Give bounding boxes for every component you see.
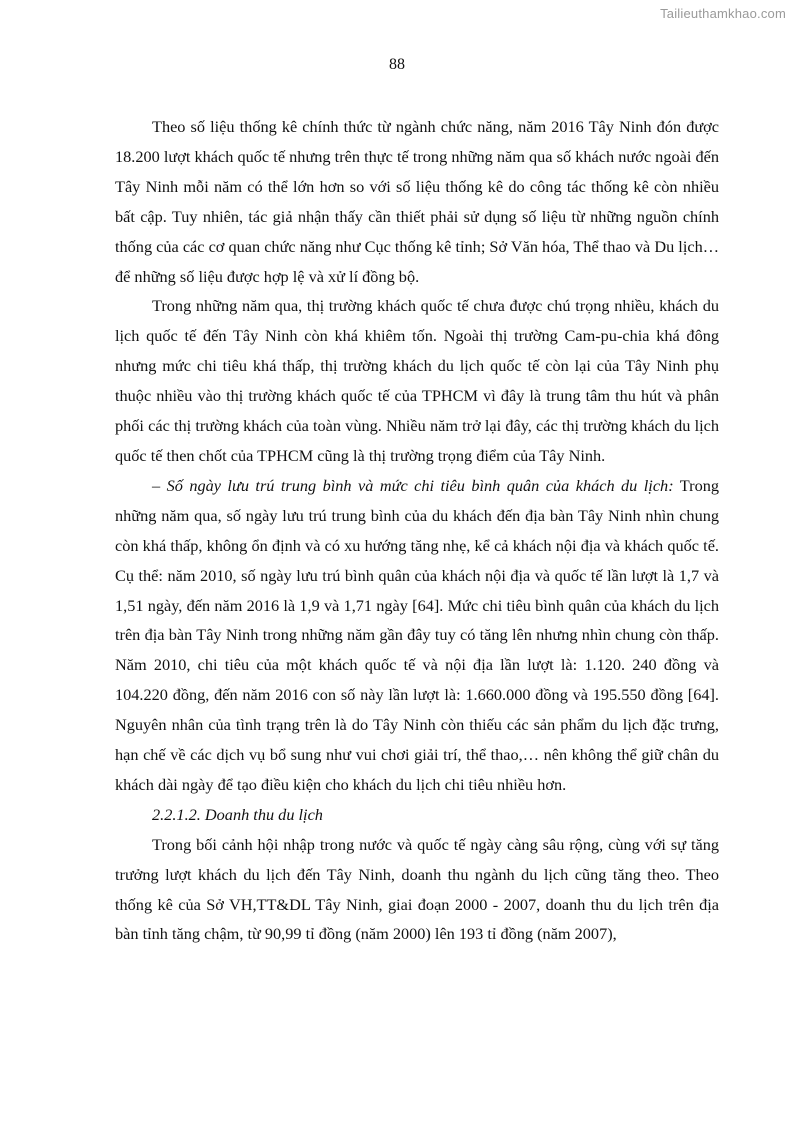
paragraph-tourism-revenue: Trong bối cảnh hội nhập trong nước và quốc tế ngày càng sâu rộng, cùng với sự tăng trưởng lượt khách du lịch đến Tây Ninh, doanh thu ngành du lịch cũng tăng theo. Theo thống kê của Sở VH,TT&DL Tây Ninh, giai đoạn 2000 - 2007, doanh thu du lịch trên địa bàn tỉnh tăng chậm, từ 90,99 tỉ đồng (năm 2000) lên 193 tỉ đồng (năm 2007), bbox=[115, 834, 719, 944]
watermark: Tailieuthamkhao.com bbox=[660, 6, 786, 21]
page-number: 88 bbox=[389, 56, 405, 73]
paragraph-international-visitors: Theo số liệu thống kê chính thức từ ngành chức năng, năm 2016 Tây Ninh đón được 18.200 lượt khách quốc tế nhưng trên thực tế trong những năm qua số khách nước ngoài đến Tây Ninh mỗi năm có thể lớn hơn so với số liệu thống kê do công tác thống kê còn nhiều bất cập. Tuy nhiên, tác giả nhận thấy cần thiết phải sử dụng số liệu từ những nguồn chính thống của các cơ quan chức năng như Cục thống kê tỉnh; Sở Văn hóa, Thể thao và Du lịch… để những số liệu được hợp lệ và xử lí đồng bộ. bbox=[115, 117, 719, 286]
paragraph-length-of-stay-spending bbox=[115, 471, 719, 800]
document-body bbox=[115, 112, 719, 949]
subsection-label-italic: – Số ngày lưu trú trung bình và mức chi tiêu bình quân của khách du lịch: bbox=[152, 475, 674, 495]
section-heading-tourism-revenue: 2.2.1.2. Doanh thu du lịch bbox=[152, 804, 323, 824]
paragraph-body-text: Trong những năm qua, số ngày lưu trú trung bình của du khách đến địa bàn Tây Ninh nhìn chung còn khá thấp, không ổn định và có xu hướng tăng nhẹ, kể cả khách nội địa và khách quốc tế. Cụ thể: năm 2010, số ngày lưu trú bình quân của khách nội địa và quốc tế lần lượt là 1,7 và 1,51 ngày, đến năm 2016 là 1,9 và 1,71 ngày [64]. Mức chi tiêu bình quân của khách du lịch trên địa bàn Tây Ninh trong những năm gần đây tuy có tăng lên nhưng nhìn chung còn thấp. Năm 2010, chi tiêu của một khách quốc tế và nội địa lần lượt là: 1.120. 240 đồng và 104.220 đồng, đến năm 2016 con số này lần lượt là: 1.660.000 đồng và 195.550 đồng [64]. Nguyên nhân của tình trạng trên là do Tây Ninh còn thiếu các sản phẩm du lịch đặc trưng, hạn chế về các dịch vụ bổ sung như vui chơi giải trí, thể thao,… nên không thể giữ chân du khách dài ngày để tạo điều kiện cho khách du lịch chi tiêu nhiều hơn. bbox=[115, 475, 719, 794]
paragraph-international-market: Trong những năm qua, thị trường khách quốc tế chưa được chú trọng nhiều, khách du lịch quốc tế đến Tây Ninh còn khá khiêm tốn. Ngoài thị trường Cam-pu-chia khá đông nhưng mức chi tiêu khá thấp, thị trường khách du lịch quốc tế còn lại của Tây Ninh phụ thuộc nhiều vào thị trường khách quốc tế của TPHCM vì đây là trung tâm thu hút và phân phối các thị trường khách của toàn vùng. Nhiều năm trở lại đây, các thị trường khách du lịch quốc tế then chốt của TPHCM cũng là thị trường trọng điểm của Tây Ninh. bbox=[115, 296, 719, 465]
